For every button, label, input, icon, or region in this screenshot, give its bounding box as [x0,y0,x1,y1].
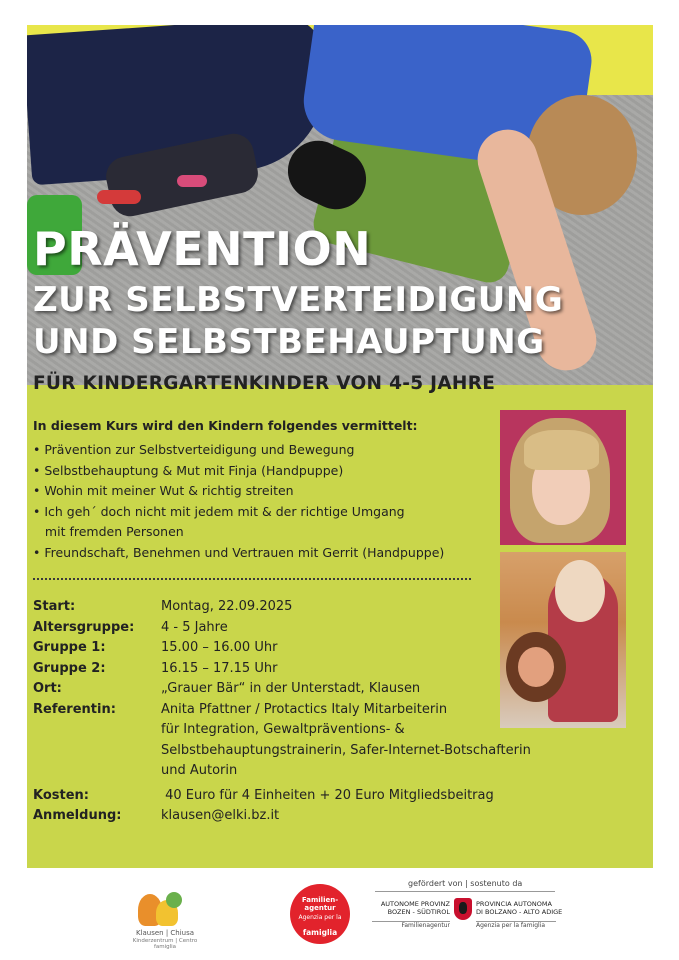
detail-label: Referentin: [33,701,116,717]
subtitle: FÜR KINDERGARTENKINDER VON 4-5 JAHRE [33,373,496,394]
title-line-2: ZUR SELBSTVERTEIDIGUNG [33,280,564,320]
detail-value: 16.15 – 17.15 Uhr [161,660,278,676]
province-it-subtitle: Agenzia per la famiglia [476,922,546,929]
familienagentur-logo [290,884,350,944]
list-item: • Ich geh´ doch nicht mit jedem mit & der richtige Umgang [33,503,405,519]
list-item: • Freundschaft, Benehmen und Vertrauen mit Gerrit (Handpuppe) [33,544,445,560]
course-topics-list [33,440,444,563]
detail-value: Montag, 22.09.2025 [161,599,293,614]
detail-value: Anita Pfattner / Protactics Italy Mitarbeiterin für Integration, Gewaltpräventions- & Selbstbehauptungstrainerin, Safer-Internet-Botschafterin und Autorin [161,701,531,778]
familienagentur-logo-bottom: famiglia [302,928,338,937]
detail-label: Kosten: [33,787,89,803]
detail-label: Start: [33,599,76,614]
detail-label: Altersgruppe: [33,619,135,635]
province-de-name: AUTONOME PROVINZ BOZEN - SÜDTIROL [380,900,450,916]
detail-row-costs [33,786,623,807]
detail-label: Anmeldung: [33,808,122,823]
klausen-logo-name: Klausen | Chiusa [135,929,195,937]
list-item: • Selbstbehauptung & Mut mit Finja (Handpuppe) [33,462,344,478]
detail-value: „Grauer Bär“ in der Unterstadt, Klausen [161,681,421,696]
province-de-subtitle: Familienagentur [401,922,450,929]
girl-photo [500,410,626,545]
trainer-with-puppet-photo [500,552,626,728]
province-de-block [372,900,450,929]
familienagentur-logo-top: Familien- agentur [301,896,339,912]
list-item: • Prävention zur Selbstverteidigung und Bewegung [33,442,355,457]
detail-value: 4 - 5 Jahre [161,619,228,635]
list-item: • Wohin mit meiner Wut & richtig streiten [33,483,294,498]
province-it-block [476,900,576,929]
detail-value: 40 Euro für 4 Einheiten + 20 Euro Mitgliedsbeitrag [161,787,494,803]
dotted-divider [33,578,471,580]
detail-row-registration [33,806,623,827]
title-line-1: PRÄVENTION [33,222,372,276]
detail-value: 15.00 – 16.00 Uhr [161,640,278,655]
detail-label: Ort: [33,681,62,696]
course-intro: In diesem Kurs wird den Kindern folgendes vermittelt: [33,418,418,433]
title-line-3: UND SELBSTBEHAUPTUNG [33,322,545,362]
detail-label: Gruppe 1: [33,640,106,655]
detail-label: Gruppe 2: [33,660,106,676]
province-it-name: PROVINCIA AUTONOMA DI BOLZANO - ALTO ADIGE [476,900,563,916]
sponsor-footer [0,868,679,960]
sponsor-heading: gefördert von | sostenuto da [408,879,523,888]
tyrolean-eagle-icon [454,898,472,920]
klausen-logo-subtitle: Kinderzentrum | Centro famiglia [132,938,198,950]
familienagentur-logo-mid: Agenzia per la [298,914,342,921]
registration-email[interactable]: klausen@elki.bz.it [161,808,280,823]
list-item: mit fremden Personen [33,524,184,539]
